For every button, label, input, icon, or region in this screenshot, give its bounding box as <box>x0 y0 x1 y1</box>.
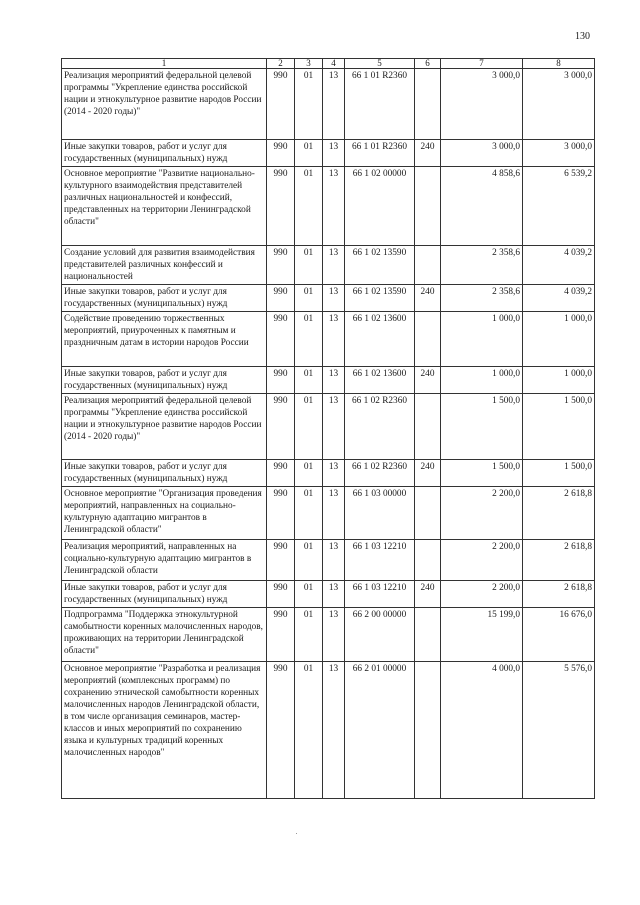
row-col-2: 990 <box>267 69 295 140</box>
row-amount-2: 2 618,8 <box>523 581 595 608</box>
row-col-2: 990 <box>267 285 295 312</box>
table-row <box>62 140 595 167</box>
row-name: Иные закупки товаров, работ и услуг для государственных (муниципальных) нужд <box>62 581 267 608</box>
row-amount-2: 3 000,0 <box>523 69 595 140</box>
row-col-3: 01 <box>295 312 323 367</box>
row-amount-2: 6 539,2 <box>523 167 595 246</box>
row-col-6 <box>415 540 441 581</box>
row-col-2: 990 <box>267 608 295 662</box>
row-code: 66 1 02 13600 <box>345 367 415 394</box>
row-amount-2: 1 500,0 <box>523 460 595 487</box>
row-col-4: 13 <box>323 312 345 367</box>
table-row <box>62 540 595 581</box>
table-row <box>62 581 595 608</box>
row-col-4: 13 <box>323 581 345 608</box>
header-col-6: 6 <box>415 59 441 69</box>
row-code: 66 1 01 R2360 <box>345 140 415 167</box>
row-col-6 <box>415 312 441 367</box>
row-col-6: 240 <box>415 140 441 167</box>
table-row <box>62 285 595 312</box>
row-col-6: 240 <box>415 460 441 487</box>
row-col-3: 01 <box>295 460 323 487</box>
row-col-6 <box>415 69 441 140</box>
row-code: 66 1 02 R2360 <box>345 460 415 487</box>
row-amount-1: 1 000,0 <box>441 312 523 367</box>
row-amount-2: 16 676,0 <box>523 608 595 662</box>
table-row <box>62 367 595 394</box>
row-col-4: 13 <box>323 540 345 581</box>
row-col-6 <box>415 487 441 540</box>
row-code: 66 1 02 13590 <box>345 285 415 312</box>
row-col-2: 990 <box>267 140 295 167</box>
row-amount-1: 3 000,0 <box>441 140 523 167</box>
header-col-4: 4 <box>323 59 345 69</box>
row-col-3: 01 <box>295 608 323 662</box>
row-amount-2: 3 000,0 <box>523 140 595 167</box>
row-amount-1: 4 858,6 <box>441 167 523 246</box>
row-code: 66 2 00 00000 <box>345 608 415 662</box>
row-name: Реализация мероприятий, направленных на социально-культурную адаптацию мигрантов в Ленинградской области <box>62 540 267 581</box>
row-col-6: 240 <box>415 367 441 394</box>
budget-table <box>61 58 595 799</box>
row-col-3: 01 <box>295 540 323 581</box>
row-col-4: 13 <box>323 246 345 285</box>
row-col-2: 990 <box>267 367 295 394</box>
row-col-3: 01 <box>295 367 323 394</box>
table-row <box>62 662 595 799</box>
row-amount-2: 1 000,0 <box>523 312 595 367</box>
header-col-7: 7 <box>441 59 523 69</box>
header-col-8: 8 <box>523 59 595 69</box>
row-name: Основное мероприятие "Развитие национально-культурного взаимодействия представителей различных национальностей и конфессий, представленных на территории Ленинградской области" <box>62 167 267 246</box>
row-col-3: 01 <box>295 167 323 246</box>
scan-speck <box>296 833 297 834</box>
row-code: 66 1 02 13590 <box>345 246 415 285</box>
row-col-2: 990 <box>267 662 295 799</box>
row-col-6 <box>415 167 441 246</box>
row-amount-2: 1 000,0 <box>523 367 595 394</box>
row-col-2: 990 <box>267 167 295 246</box>
row-name: Иные закупки товаров, работ и услуг для государственных (муниципальных) нужд <box>62 285 267 312</box>
row-code: 66 2 01 00000 <box>345 662 415 799</box>
row-col-3: 01 <box>295 581 323 608</box>
row-code: 66 1 03 00000 <box>345 487 415 540</box>
row-col-4: 13 <box>323 487 345 540</box>
row-code: 66 1 02 13600 <box>345 312 415 367</box>
row-col-4: 13 <box>323 608 345 662</box>
row-name: Содействие проведению торжественных мероприятий, приуроченных к памятным и праздничным датам в истории народов России <box>62 312 267 367</box>
row-col-3: 01 <box>295 487 323 540</box>
row-col-3: 01 <box>295 69 323 140</box>
row-col-6 <box>415 608 441 662</box>
header-col-5: 5 <box>345 59 415 69</box>
row-col-3: 01 <box>295 140 323 167</box>
row-name: Иные закупки товаров, работ и услуг для государственных (муниципальных) нужд <box>62 140 267 167</box>
table-row <box>62 167 595 246</box>
row-amount-2: 2 618,8 <box>523 487 595 540</box>
row-name: Иные закупки товаров, работ и услуг для государственных (муниципальных) нужд <box>62 367 267 394</box>
row-col-4: 13 <box>323 460 345 487</box>
row-code: 66 1 03 12210 <box>345 581 415 608</box>
row-col-2: 990 <box>267 487 295 540</box>
row-col-3: 01 <box>295 394 323 460</box>
row-code: 66 1 01 R2360 <box>345 69 415 140</box>
row-amount-1: 2 358,6 <box>441 246 523 285</box>
row-col-6 <box>415 246 441 285</box>
page-number: 130 <box>575 31 590 42</box>
table-row <box>62 487 595 540</box>
row-col-4: 13 <box>323 285 345 312</box>
header-col-2: 2 <box>267 59 295 69</box>
row-col-4: 13 <box>323 69 345 140</box>
row-col-4: 13 <box>323 662 345 799</box>
row-name: Создание условий для развития взаимодействия представителей различных конфессий и национальностей <box>62 246 267 285</box>
row-amount-2: 4 039,2 <box>523 246 595 285</box>
row-amount-2: 2 618,8 <box>523 540 595 581</box>
row-col-6: 240 <box>415 285 441 312</box>
table-row <box>62 460 595 487</box>
table-row <box>62 246 595 285</box>
row-col-6 <box>415 662 441 799</box>
row-name: Основное мероприятие "Разработка и реализация мероприятий (комплексных программ) по сохранению этнической самобытности коренных малочисленных народов Ленинградской области, в том числе организация семинаров, мастер-классов и иных мероприятий по сохранению языка и культурных традиций коренных малочисленных народов" <box>62 662 267 799</box>
row-col-3: 01 <box>295 246 323 285</box>
row-amount-1: 2 200,0 <box>441 487 523 540</box>
row-code: 66 1 02 00000 <box>345 167 415 246</box>
row-name: Иные закупки товаров, работ и услуг для государственных (муниципальных) нужд <box>62 460 267 487</box>
table-row <box>62 608 595 662</box>
row-col-2: 990 <box>267 246 295 285</box>
row-col-2: 990 <box>267 540 295 581</box>
row-col-4: 13 <box>323 167 345 246</box>
row-col-6: 240 <box>415 581 441 608</box>
row-amount-1: 3 000,0 <box>441 69 523 140</box>
row-amount-1: 2 358,6 <box>441 285 523 312</box>
row-col-2: 990 <box>267 394 295 460</box>
row-amount-1: 2 200,0 <box>441 540 523 581</box>
row-col-2: 990 <box>267 312 295 367</box>
table-row <box>62 312 595 367</box>
row-amount-1: 2 200,0 <box>441 581 523 608</box>
row-name: Реализация мероприятий федеральной целевой программы "Укрепление единства российской нации и этнокультурное развитие народов России (2014 - 2020 годы)" <box>62 394 267 460</box>
table-row <box>62 69 595 140</box>
row-code: 66 1 03 12210 <box>345 540 415 581</box>
row-amount-2: 4 039,2 <box>523 285 595 312</box>
row-col-2: 990 <box>267 460 295 487</box>
row-amount-1: 4 000,0 <box>441 662 523 799</box>
row-amount-1: 15 199,0 <box>441 608 523 662</box>
header-col-1: 1 <box>62 59 267 69</box>
row-amount-1: 1 000,0 <box>441 367 523 394</box>
header-col-3: 3 <box>295 59 323 69</box>
header-row <box>62 59 595 69</box>
row-name: Основное мероприятие "Организация проведения мероприятий, направленных на социально-культурную адаптацию мигрантов в Ленинградской области" <box>62 487 267 540</box>
row-col-4: 13 <box>323 140 345 167</box>
row-amount-2: 1 500,0 <box>523 394 595 460</box>
row-code: 66 1 02 R2360 <box>345 394 415 460</box>
row-amount-2: 5 576,0 <box>523 662 595 799</box>
row-col-4: 13 <box>323 367 345 394</box>
table-row <box>62 394 595 460</box>
row-col-2: 990 <box>267 581 295 608</box>
row-amount-1: 1 500,0 <box>441 394 523 460</box>
row-col-3: 01 <box>295 662 323 799</box>
row-name: Реализация мероприятий федеральной целевой программы "Укрепление единства российской нации и этнокультурное развитие народов России (2014 - 2020 годы)" <box>62 69 267 140</box>
row-col-4: 13 <box>323 394 345 460</box>
row-col-3: 01 <box>295 285 323 312</box>
row-name: Подпрограмма "Поддержка этнокультурной самобытности коренных малочисленных народов, проживающих на территории Ленинградской области" <box>62 608 267 662</box>
row-col-6 <box>415 394 441 460</box>
row-amount-1: 1 500,0 <box>441 460 523 487</box>
